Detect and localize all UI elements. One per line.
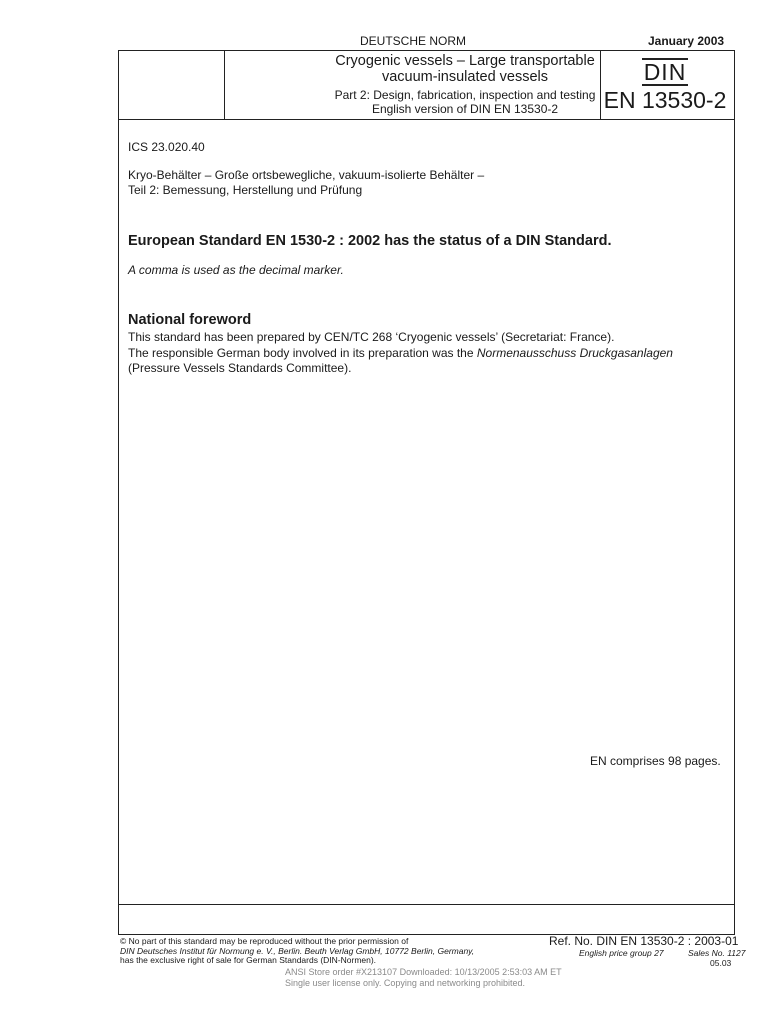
foreword-line-2 [128, 346, 728, 362]
decimal-marker-note: A comma is used as the decimal marker. [128, 263, 344, 277]
download-stamp-line-1: ANSI Store order #X213107 Downloaded: 10/13/2005 2:53:03 AM ET [285, 967, 562, 977]
ics-code: ICS 23.020.40 [128, 140, 205, 154]
deutsche-norm-label: DEUTSCHE NORM [360, 34, 467, 48]
foreword-body [128, 330, 728, 377]
title-line-2: vacuum-insulated vessels [381, 69, 549, 85]
title-line-1: Cryogenic vessels – Large transportable [335, 53, 595, 69]
footer-separator [119, 904, 734, 905]
foreword-line-1: This standard has been prepared by CEN/TC 268 ‘Cryogenic vessels’ (Secretariat: France). [128, 330, 615, 344]
german-title-line-2: Teil 2: Bemessung, Herstellung und Prüfung [128, 183, 363, 197]
committee-name: Normenausschuss Druckgasanlagen [476, 345, 673, 360]
foreword-heading: National foreword [128, 312, 252, 328]
issue-date: January 2003 [648, 34, 725, 48]
edition-code: 05.03 [710, 958, 732, 968]
part-line: Part 2: Design, fabrication, inspection and testing [334, 88, 596, 102]
sales-number: Sales No. 1127 [688, 948, 746, 958]
doc-number: EN 13530-2 [603, 87, 727, 113]
german-title [128, 168, 484, 198]
status-statement: European Standard EN 1530-2 : 2002 has the status of a DIN Standard. [128, 233, 612, 249]
copyright-line-1: © No part of this standard may be reproduced without the prior permission of [120, 936, 409, 946]
din-logo-block [598, 58, 732, 113]
foreword-line-3: (Pressure Vessels Standards Committee). [128, 361, 352, 375]
ref-number: Ref. No. DIN EN 13530-2 : 2003-01 [549, 934, 739, 948]
price-group: English price group 27 [579, 948, 664, 958]
copyright-line-2: DIN Deutsches Institut für Normung e. V., Berlin. Beuth Verlag GmbH, 10772 Berlin, Germany, [120, 945, 475, 956]
foreword-line-2-text: The responsible German body involved in its preparation was the [128, 345, 477, 360]
copyright-notice [120, 937, 520, 966]
download-stamp [285, 967, 562, 989]
german-title-line-1: Kryo-Behälter – Große ortsbewegliche, vakuum-isolierte Behälter – [128, 168, 485, 182]
din-logo: DIN [643, 59, 687, 85]
download-stamp-line-2: Single user license only. Copying and networking prohibited. [285, 978, 525, 988]
english-version-line: English version of DIN EN 13530-2 [371, 102, 559, 116]
page-count-note: EN comprises 98 pages. [590, 754, 721, 768]
copyright-line-3: has the exclusive right of sale for German Standards (DIN-Normen). [120, 955, 377, 965]
